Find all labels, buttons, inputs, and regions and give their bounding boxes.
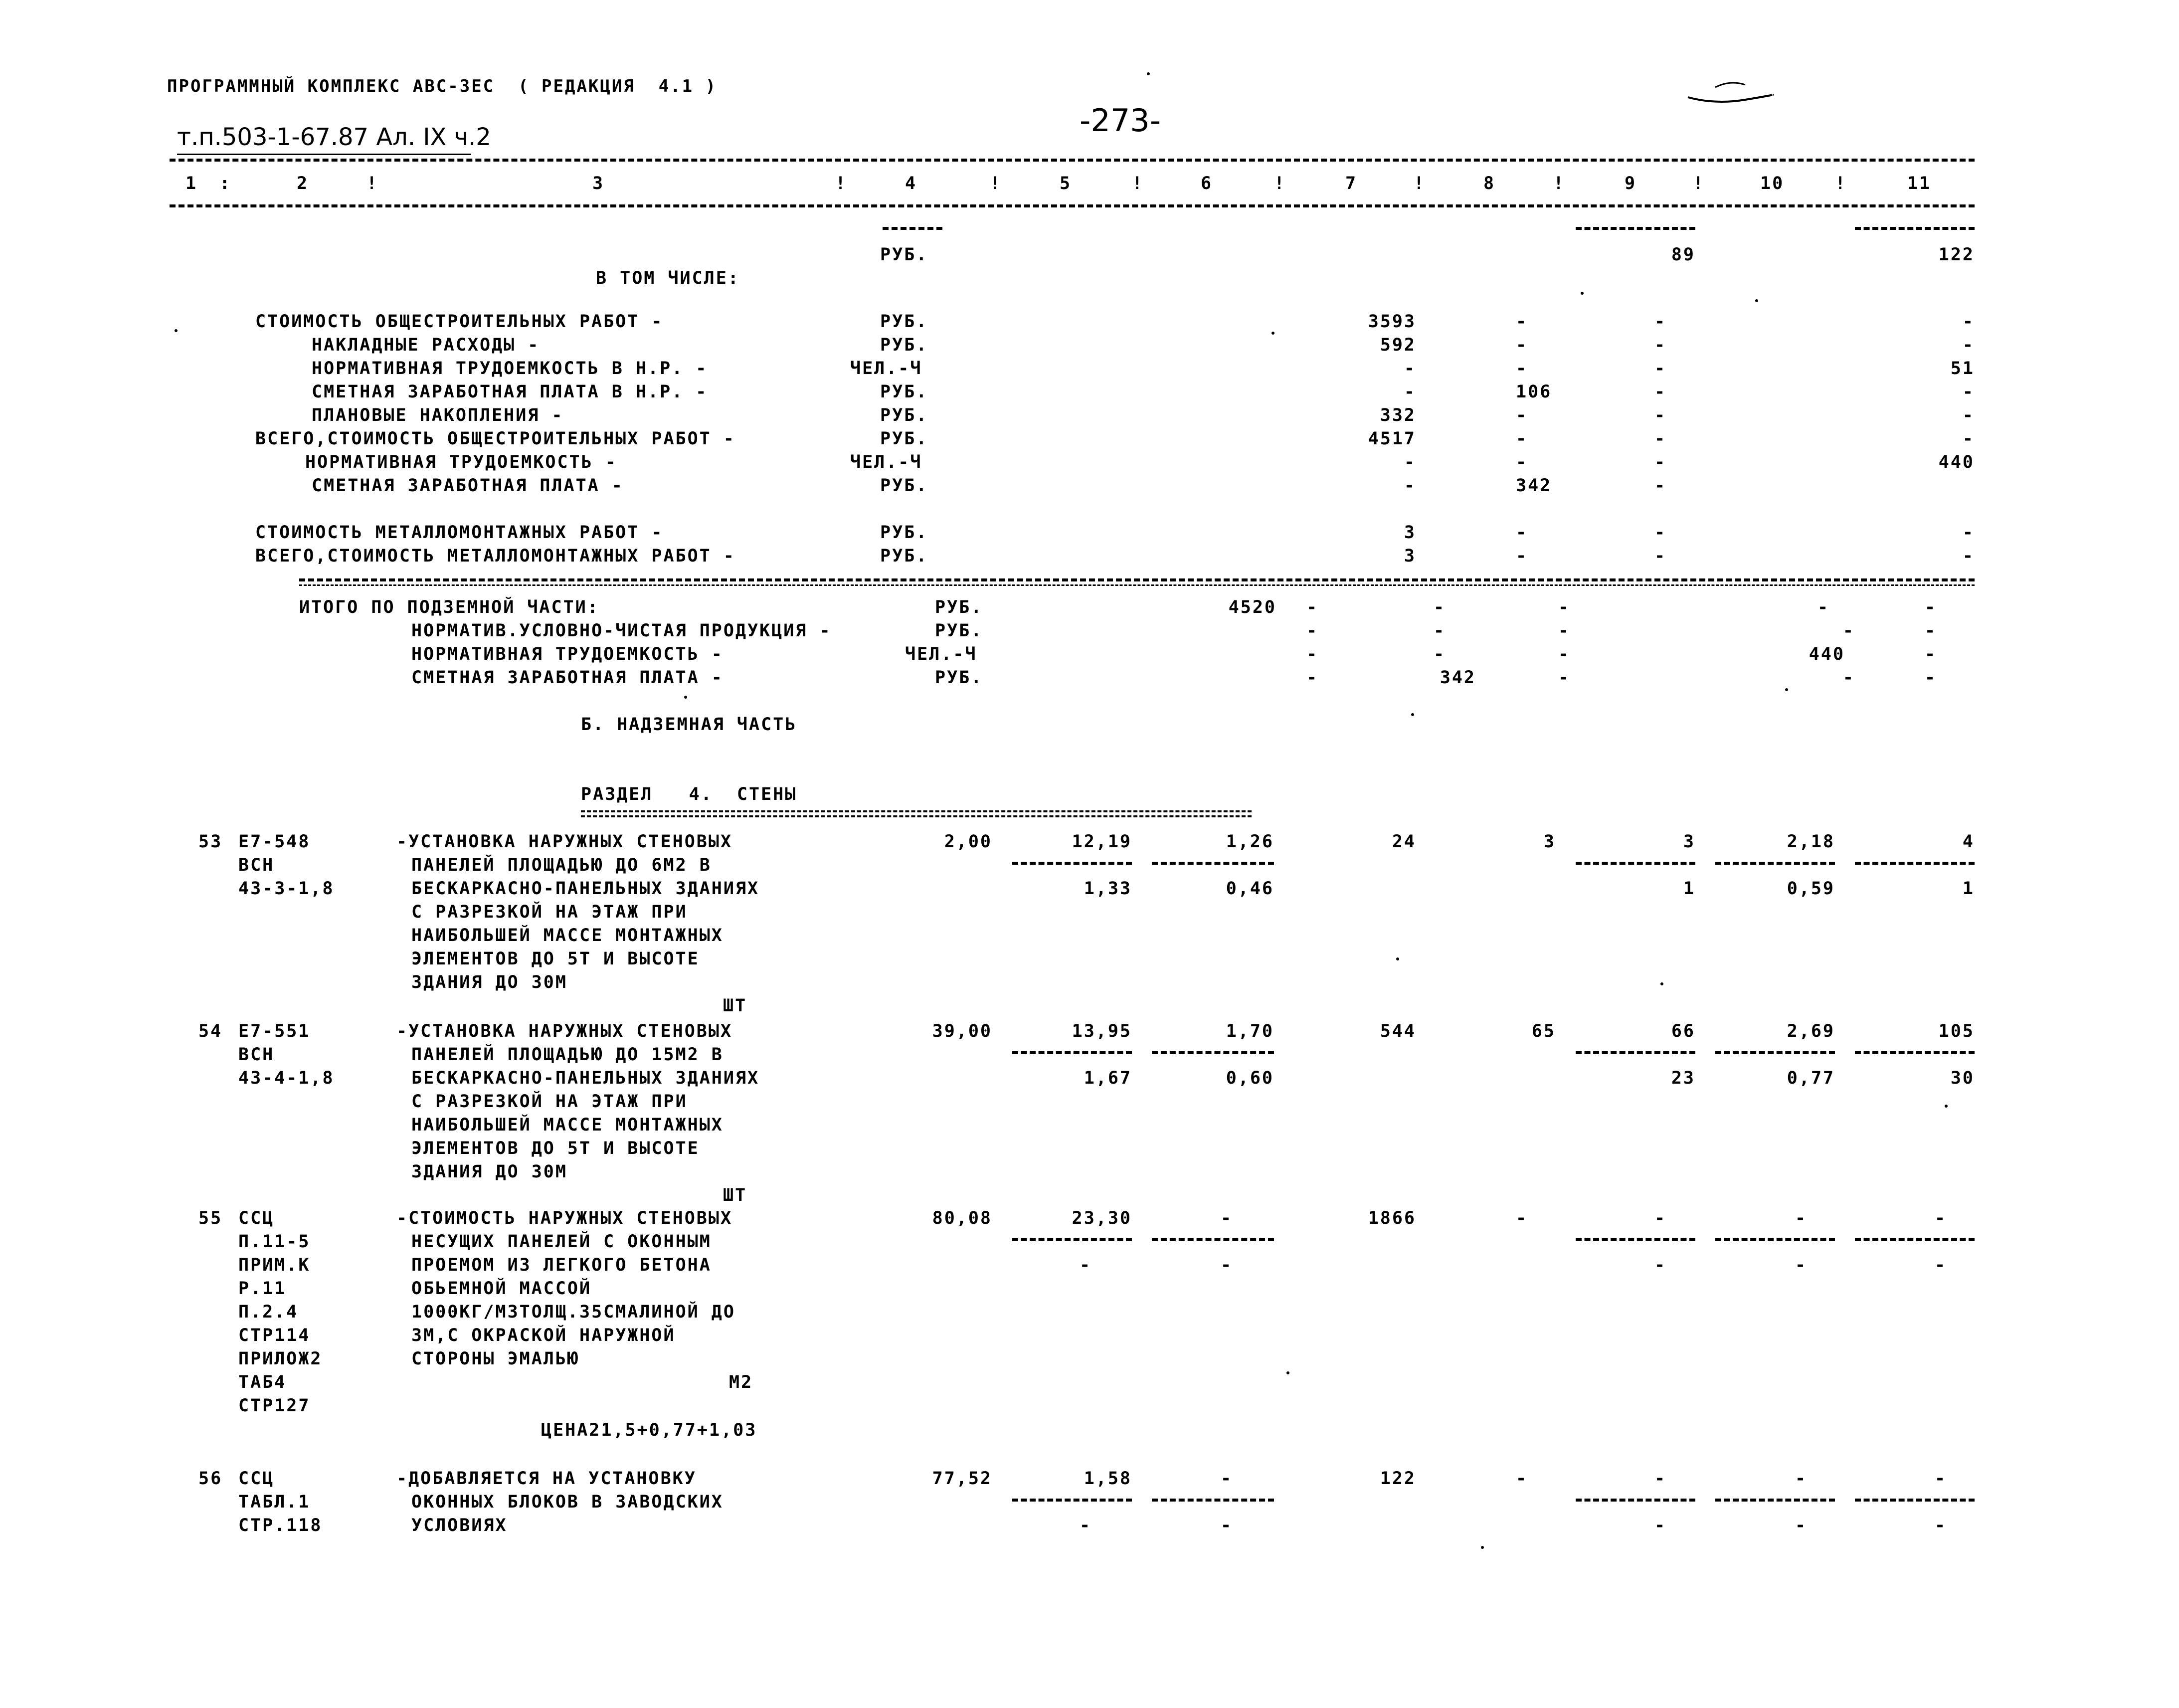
item-c6: 1,70 (1226, 1021, 1274, 1041)
split-line (1152, 1238, 1274, 1241)
item-code: 43-3-1,8 (238, 879, 335, 899)
cost-unit: РУБ. (880, 546, 928, 566)
item-c9: 3 (1683, 832, 1695, 852)
item-c9-bottom: 1 (1683, 879, 1695, 899)
item-c7: 24 (1392, 832, 1416, 852)
cost-c9: - (1654, 476, 1667, 496)
cost-c9: - (1654, 523, 1667, 543)
cost-c9: - (1654, 359, 1667, 379)
col-number: 4 (905, 174, 917, 193)
cost-c11: - (1962, 523, 1975, 543)
item-code: ПРИЛОЖ2 (238, 1349, 323, 1369)
item-c11: 4 (1962, 832, 1975, 852)
item-c7: 1866 (1368, 1208, 1416, 1228)
item-qty: 77,52 (932, 1469, 992, 1489)
unit-rub: РУБ. (880, 245, 928, 265)
item-c9-bottom: - (1654, 1255, 1667, 1275)
section-underline-2 (581, 815, 1252, 817)
underground-line-unit: РУБ. (935, 668, 983, 688)
cost-c8: - (1516, 405, 1528, 425)
item-desc: ОБЬЕМНОЙ МАССОЙ (411, 1279, 592, 1299)
cost-c9: - (1654, 546, 1667, 566)
rule-underground-2 (299, 584, 1975, 586)
item-desc: -УСТАНОВКА НАРУЖНЫХ СТЕНОВЫХ (396, 832, 733, 852)
section-title: РАЗДЕЛ 4. СТЕНЫ (581, 784, 797, 804)
underground-line-v10: - (1842, 621, 1855, 641)
col-number: 2 (297, 174, 309, 193)
item-code: ССЦ (238, 1469, 275, 1489)
underground-line-unit: ЧЕЛ.-Ч (905, 644, 977, 664)
underground-line-v10: - (1842, 668, 1855, 688)
cost-c7: 3 (1404, 546, 1416, 566)
col-number: 6 (1201, 174, 1213, 193)
cost-c7: 3593 (1368, 312, 1416, 332)
item-c11: - (1935, 1469, 1947, 1489)
cost-unit: РУБ. (880, 523, 928, 543)
item-c11-bottom: - (1935, 1516, 1947, 1535)
item-desc: ЭЛЕМЕНТОВ ДО 5Т И ВЫСОТЕ (411, 1139, 700, 1158)
item-desc: -ДОБАВЛЯЕТСЯ НА УСТАНОВКУ (396, 1469, 697, 1489)
item-c9: - (1654, 1208, 1667, 1228)
item-desc: -СТОИМОСТЬ НАРУЖНЫХ СТЕНОВЫХ (396, 1208, 733, 1228)
item-qty: 2,00 (944, 832, 992, 852)
item-code: П.2.4 (238, 1302, 299, 1322)
item-c6-bottom: 0,60 (1226, 1068, 1274, 1088)
item-desc: ЗДАНИЯ ДО 30М (411, 972, 567, 992)
cost-label: НОРМАТИВНАЯ ТРУДОЕМКОСТЬ В Н.Р. - (312, 359, 708, 379)
cost-c11: 51 (1950, 359, 1975, 379)
cost-c11: - (1962, 546, 1975, 566)
cost-c8: 342 (1516, 476, 1552, 496)
cost-c8: 106 (1516, 382, 1552, 402)
cost-c7: 4517 (1368, 429, 1416, 449)
cost-c9: - (1654, 429, 1667, 449)
item-c7: 122 (1380, 1469, 1416, 1489)
item-unit: ШТ (723, 996, 747, 1016)
section-underline (581, 810, 1252, 812)
item-code: СТР127 (238, 1396, 311, 1416)
item-unit: М2 (729, 1372, 753, 1392)
cost-c7: - (1404, 359, 1416, 379)
split-line (1012, 1051, 1132, 1054)
cost-c9: - (1654, 405, 1667, 425)
cost-unit: ЧЕЛ.-Ч (850, 452, 922, 472)
cost-c8: - (1516, 429, 1528, 449)
cost-c8: - (1516, 452, 1528, 472)
cost-c11: - (1962, 405, 1975, 425)
split-line (1715, 1238, 1835, 1241)
underground-line-label: НОРМАТИВ.УСЛОВНО-ЧИСТАЯ ПРОДУКЦИЯ - (411, 621, 832, 641)
sum-line (883, 227, 942, 230)
split-line (1715, 1051, 1835, 1054)
item-desc: УСЛОВИЯХ (411, 1516, 508, 1535)
item-desc: БЕСКАРКАСНО-ПАНЕЛЬНЫХ ЗДАНИЯХ (411, 1068, 760, 1088)
underground-value: 4520 (1228, 597, 1276, 617)
item-c10: 2,18 (1787, 832, 1835, 852)
cost-c7: 3 (1404, 523, 1416, 543)
item-c10: 2,69 (1787, 1021, 1835, 1041)
item-code: ПРИМ.К (238, 1255, 311, 1275)
split-line (1855, 1499, 1975, 1502)
split-line (1576, 1051, 1695, 1054)
cost-c8: - (1516, 523, 1528, 543)
col-number: 5 (1060, 174, 1072, 193)
item-qty: 80,08 (932, 1208, 992, 1228)
cost-c11: - (1962, 429, 1975, 449)
item-code: ССЦ (238, 1208, 275, 1228)
split-line (1715, 1499, 1835, 1502)
item-c9-bottom: 23 (1671, 1068, 1695, 1088)
item-c11: - (1935, 1208, 1947, 1228)
item-c6: - (1221, 1208, 1233, 1228)
item-c10-bottom: 0,77 (1787, 1068, 1835, 1088)
item-c8: - (1516, 1469, 1528, 1489)
item-number: 55 (198, 1208, 223, 1228)
item-desc: С РАЗРЕЗКОЙ НА ЭТАЖ ПРИ (411, 902, 688, 922)
split-line (1012, 862, 1132, 865)
item-unit: ШТ (723, 1185, 747, 1205)
item-c6: - (1221, 1469, 1233, 1489)
cost-unit: РУБ. (880, 312, 928, 332)
item-qty: 39,00 (932, 1021, 992, 1041)
item-desc: НАИБОЛЬШЕЙ МАССЕ МОНТАЖНЫХ (411, 926, 724, 946)
item-code: 43-4-1,8 (238, 1068, 335, 1088)
cost-c8: - (1516, 359, 1528, 379)
col9-total: 89 (1671, 245, 1695, 265)
cost-label: СМЕТНАЯ ЗАРАБОТНАЯ ПЛАТА - (312, 476, 624, 496)
item-desc: НЕСУЩИХ ПАНЕЛЕЙ С ОКОННЫМ (411, 1232, 712, 1252)
item-desc: БЕСКАРКАСНО-ПАНЕЛЬНЫХ ЗДАНИЯХ (411, 879, 760, 899)
cost-c8: - (1516, 335, 1528, 355)
item-c11-bottom: - (1935, 1255, 1947, 1275)
item-code: ВСН (238, 855, 275, 875)
cost-unit: РУБ. (880, 382, 928, 402)
cost-label: ПЛАНОВЫЕ НАКОПЛЕНИЯ - (312, 405, 564, 425)
underground-unit: РУБ. (935, 597, 983, 617)
col-number: 1 (185, 174, 198, 193)
item-desc: ЭЛЕМЕНТОВ ДО 5Т И ВЫСОТЕ (411, 949, 700, 969)
underground-line-unit: РУБ. (935, 621, 983, 641)
col-number: 11 (1907, 174, 1932, 193)
split-line (1715, 862, 1835, 865)
item-c8: - (1516, 1208, 1528, 1228)
cost-c8: - (1516, 546, 1528, 566)
item-c10-bottom: - (1795, 1255, 1808, 1275)
split-line (1855, 1238, 1975, 1241)
cost-unit: РУБ. (880, 429, 928, 449)
item-desc: СТОРОНЫ ЭМАЛЬЮ (411, 1349, 580, 1369)
cost-c11: 440 (1938, 452, 1975, 472)
split-line (1855, 862, 1975, 865)
item-code: ТАБ4 (238, 1372, 287, 1392)
item-c6: 1,26 (1226, 832, 1274, 852)
item-code: П.11-5 (238, 1232, 311, 1252)
underground-line-label: НОРМАТИВНАЯ ТРУДОЕМКОСТЬ - (411, 644, 724, 664)
above-ground-title: Б. НАДЗЕМНАЯ ЧАСТЬ (581, 715, 797, 735)
rule-header-bottom (170, 204, 1975, 207)
item-code: Е7-551 (238, 1021, 311, 1041)
project-reference: т.п.503-1-67.87 Ал. IX ч.2 (177, 123, 491, 151)
item-c10: - (1795, 1208, 1808, 1228)
underground-line-v8: 342 (1440, 668, 1476, 688)
col-number: 7 (1345, 174, 1358, 193)
item-code: СТР.118 (238, 1516, 323, 1535)
col-number: 9 (1625, 174, 1637, 193)
cost-label: НАКЛАДНЫЕ РАСХОДЫ - (312, 335, 540, 355)
item-c5-bottom: 1,33 (1084, 879, 1132, 899)
item-price-note: ЦЕНА21,5+0,77+1,03 (541, 1420, 757, 1440)
rule-underground (299, 578, 1975, 581)
cost-unit: РУБ. (880, 405, 928, 425)
item-c8: 3 (1543, 832, 1556, 852)
item-number: 54 (198, 1021, 223, 1041)
item-code: Р.11 (238, 1279, 287, 1299)
item-c6-bottom: - (1221, 1255, 1233, 1275)
item-c6-bottom: - (1221, 1516, 1233, 1535)
cost-c11: - (1962, 312, 1975, 332)
item-desc: 3М,С ОКРАСКОЙ НАРУЖНОЙ (411, 1326, 676, 1345)
cost-label: ВСЕГО,СТОИМОСТЬ МЕТАЛЛОМОНТАЖНЫХ РАБОТ - (255, 546, 735, 566)
item-c5-bottom: - (1080, 1516, 1092, 1535)
item-c9: 66 (1671, 1021, 1695, 1041)
item-c5-bottom: - (1080, 1255, 1092, 1275)
item-c5: 23,30 (1072, 1208, 1132, 1228)
item-desc: С РАЗРЕЗКОЙ НА ЭТАЖ ПРИ (411, 1092, 688, 1112)
split-line (1576, 1238, 1695, 1241)
cost-unit: РУБ. (880, 335, 928, 355)
rule-top (170, 159, 1975, 162)
item-number: 56 (198, 1469, 223, 1489)
item-c5-bottom: 1,67 (1084, 1068, 1132, 1088)
split-line (1152, 1499, 1274, 1502)
sum-line (1576, 227, 1695, 230)
item-code: Е7-548 (238, 832, 311, 852)
split-line (1576, 862, 1695, 865)
cost-c7: - (1404, 452, 1416, 472)
cost-label: СТОИМОСТЬ МЕТАЛЛОМОНТАЖНЫХ РАБОТ - (255, 523, 664, 543)
item-c9: - (1654, 1469, 1667, 1489)
split-line (1012, 1238, 1132, 1241)
item-code: ТАБЛ.1 (238, 1492, 311, 1512)
including-label: В ТОМ ЧИСЛЕ: (596, 268, 740, 288)
project-reference-underline (177, 154, 471, 155)
cost-label: СМЕТНАЯ ЗАРАБОТНАЯ ПЛАТА В Н.Р. - (312, 382, 708, 402)
cost-c11: - (1962, 382, 1975, 402)
split-line (1152, 862, 1274, 865)
item-desc: ПРОЕМОМ ИЗ ЛЕГКОГО БЕТОНА (411, 1255, 712, 1275)
item-desc: ЗДАНИЯ ДО 30М (411, 1162, 567, 1182)
split-line (1855, 1051, 1975, 1054)
underground-line-label: СМЕТНАЯ ЗАРАБОТНАЯ ПЛАТА - (411, 668, 724, 688)
item-desc: -УСТАНОВКА НАРУЖНЫХ СТЕНОВЫХ (396, 1021, 733, 1041)
item-c9-bottom: - (1654, 1516, 1667, 1535)
split-line (1012, 1499, 1132, 1502)
cost-c9: - (1654, 312, 1667, 332)
cost-c9: - (1654, 335, 1667, 355)
item-c5: 12,19 (1072, 832, 1132, 852)
cost-unit: ЧЕЛ.-Ч (850, 359, 922, 379)
page-number: -273- (1080, 102, 1161, 139)
cost-c11: - (1962, 335, 1975, 355)
split-line (1152, 1051, 1274, 1054)
underground-line-v10: 440 (1809, 644, 1845, 664)
item-desc: НАИБОЛЬШЕЙ МАССЕ МОНТАЖНЫХ (411, 1115, 724, 1135)
item-c10-bottom: 0,59 (1787, 879, 1835, 899)
item-desc: ОКОННЫХ БЛОКОВ В ЗАВОДСКИХ (411, 1492, 724, 1512)
item-desc: ПАНЕЛЕЙ ПЛОЩАДЬЮ ДО 6М2 В (411, 855, 712, 875)
item-c6-bottom: 0,46 (1226, 879, 1274, 899)
cost-c9: - (1654, 382, 1667, 402)
document-page: ПРОГРАММНЫЙ КОМПЛЕКС АВС-ЗЕС ( РЕДАКЦИЯ 4.1 ) т.п.503-1-67.87 Ал. IX ч.2 -273- 1 2 3 4 5 6 7 8 9 10 11 : ! ! ! ! ! ! ! ! ! РУБ. 89 122 В ТОМ ЧИСЛЕ: СТОИМОСТЬ ОБЩЕСТРОИТЕЛЬНЫХ РАБОТ - РУБ. 3593 - - - НАКЛАДНЫЕ РАСХОДЫ - РУБ. 592 - - - НОРМАТИВНАЯ ТРУДОЕМКОСТЬ В Н.Р. - ЧЕЛ.-Ч - - - 51 СМЕТНАЯ ЗАРАБОТНАЯ ПЛАТА В Н.Р. - РУБ. - 106 - - ПЛАНОВЫЕ НАКОПЛЕНИЯ - РУБ. 332 - - - ВСЕГО,СТОИМОСТЬ ОБЩЕСТРОИТЕЛЬНЫХ РАБОТ - РУБ. 4517 - - - НОРМАТИВНАЯ ТРУДОЕМКОСТЬ - ЧЕЛ.-Ч - - - 440 СМЕТНАЯ ЗАРАБОТНАЯ ПЛАТА - РУБ. - 342 - СТОИМОСТЬ МЕТАЛЛОМОНТАЖНЫХ РАБОТ - РУБ. 3 - - - ВСЕГО,СТОИМОСТЬ МЕТАЛЛОМОНТАЖНЫХ РАБОТ - РУБ. 3 - - - ИТОГО ПО ПОДЗЕМНОЙ ЧАСТИ: РУБ. 4520 - - - - - НОРМАТИВ.УСЛОВНО-ЧИСТАЯ ПРОДУКЦИЯ - РУБ. - - - - - НОРМАТИВНАЯ ТРУДОЕМКОСТЬ - ЧЕЛ.-Ч - - - 440 - СМЕТНАЯ ЗАРАБОТНАЯ ПЛАТА - РУБ. - 342 - - - Б. НАДЗЕМНАЯ ЧАСТЬ РАЗДЕЛ 4. СТЕНЫ 53 Е7-548 ВСН 43-3-1,8 -УСТАНОВКА НАРУЖНЫХ СТЕНОВЫХ ПАНЕЛЕЙ ПЛОЩАДЬЮ ДО 6М2 В БЕСКАРКАСНО-ПАНЕЛЬНЫХ ЗДАНИЯХ С РАЗРЕЗКОЙ НА ЭТАЖ ПРИ НАИБОЛЬШЕЙ МАССЕ МОНТАЖНЫХ ЭЛЕМЕНТОВ ДО 5Т И ВЫСОТЕ ЗДАНИЯ ДО 30М ШТ 2,00 12,19 1,26 24 3 3 2,18 4 1,33 0,46 1 0,59 1 54 Е7-551 ВСН 43-4-1,8 -УСТАНОВКА НАРУЖНЫХ СТЕНОВЫХ ПАНЕЛЕЙ ПЛОЩАДЬЮ ДО 15М2 В БЕСКАРКАСНО-ПАНЕЛЬНЫХ ЗДАНИЯХ С РАЗРЕЗКОЙ НА ЭТАЖ ПРИ НАИБОЛЬШЕЙ МАССЕ МОНТАЖНЫХ ЭЛЕМЕНТОВ ДО 5Т И ВЫСОТЕ ЗДАНИЯ ДО 30М ШТ 39,00 13,95 1,70 544 65 66 2,69 105 1,67 0,60 23 0,77 30 55 ССЦ П.11-5 ПРИМ.К Р.11 П.2.4 СТР114 ПРИЛОЖ2 ТАБ4 СТР127 -СТОИМОСТЬ НАРУЖНЫХ СТЕНОВЫХ НЕСУЩИХ ПАНЕЛЕЙ С ОКОННЫМ ПРОЕМОМ ИЗ ЛЕГКОГО БЕТОНА ОБЬЕМНОЙ МАССОЙ 1000КГ/М3ТОЛЩ.35СМАЛИНОЙ ДО 3М,С ОКРАСКОЙ НАРУЖНОЙ СТОРОНЫ ЭМАЛЬЮ М2 ЦЕНА21,5+0,77+1,03 80,08 23,30 - 1866 - - - - - - - - - 56 ССЦ ТАБЛ.1 СТР.118 -ДОБАВЛЯЕТСЯ НА УСТАНОВКУ ОКОННЫХ БЛОКОВ В ЗАВОДСКИХ УСЛОВИЯХ 77,52 1,58 - 122 - - - - - - - - - (0, 0, 2179, 1708)
cost-label: НОРМАТИВНАЯ ТРУДОЕМКОСТЬ - (305, 452, 617, 472)
item-c11-bottom: 1 (1962, 879, 1975, 899)
cost-unit: РУБ. (880, 476, 928, 496)
col-number: 8 (1483, 174, 1496, 193)
cost-c9: - (1654, 452, 1667, 472)
item-c5: 13,95 (1072, 1021, 1132, 1041)
underground-title: ИТОГО ПО ПОДЗЕМНОЙ ЧАСТИ: (299, 597, 599, 617)
item-c11: 105 (1938, 1021, 1975, 1041)
cost-c8: - (1516, 312, 1528, 332)
handwritten-mark-icon (1685, 75, 1775, 110)
col11-total: 122 (1938, 245, 1975, 265)
item-code: СТР114 (238, 1326, 311, 1345)
item-c11-bottom: 30 (1950, 1068, 1975, 1088)
program-line: ПРОГРАММНЫЙ КОМПЛЕКС АВС-ЗЕС ( РЕДАКЦИЯ 4.1 ) (167, 76, 718, 96)
cost-c7: - (1404, 476, 1416, 496)
item-c10-bottom: - (1795, 1516, 1808, 1535)
col-number: 10 (1760, 174, 1785, 193)
cost-c7: - (1404, 382, 1416, 402)
cost-label: ВСЕГО,СТОИМОСТЬ ОБЩЕСТРОИТЕЛЬНЫХ РАБОТ - (255, 429, 735, 449)
sum-line (1855, 227, 1975, 230)
item-number: 53 (198, 832, 223, 852)
item-c5: 1,58 (1084, 1469, 1132, 1489)
cost-c7: 332 (1380, 405, 1416, 425)
item-c8: 65 (1531, 1021, 1556, 1041)
split-line (1576, 1499, 1695, 1502)
item-desc: ПАНЕЛЕЙ ПЛОЩАДЬЮ ДО 15М2 В (411, 1045, 724, 1065)
cost-label: СТОИМОСТЬ ОБЩЕСТРОИТЕЛЬНЫХ РАБОТ - (255, 312, 664, 332)
item-c7: 544 (1380, 1021, 1416, 1041)
cost-c7: 592 (1380, 335, 1416, 355)
col-number: 3 (592, 174, 605, 193)
item-c10: - (1795, 1469, 1808, 1489)
item-desc: 1000КГ/М3ТОЛЩ.35СМАЛИНОЙ ДО (411, 1302, 735, 1322)
item-code: ВСН (238, 1045, 275, 1065)
